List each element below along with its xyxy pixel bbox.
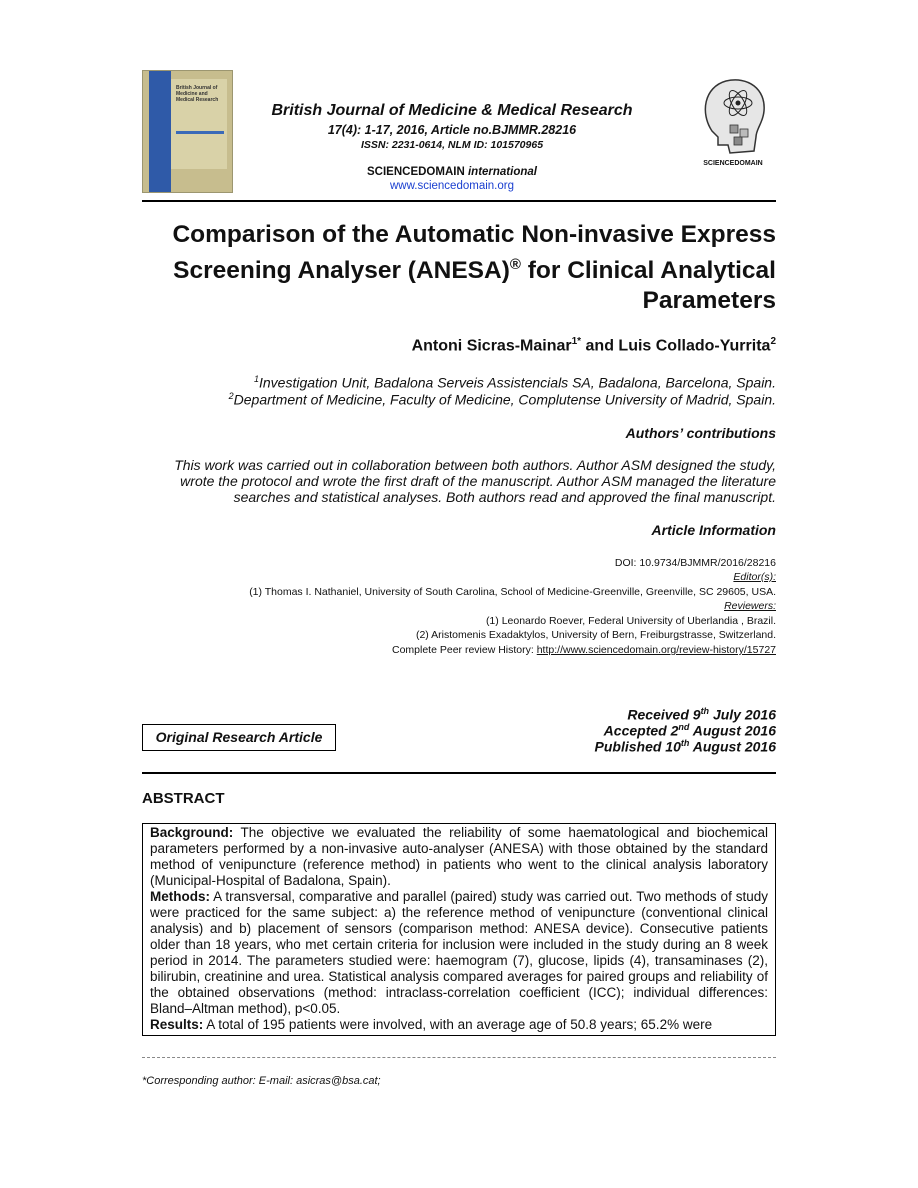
cover-title: British Journal of Medicine and Medical Research (176, 85, 219, 103)
journal-title: British Journal of Medicine & Medical Research (271, 102, 633, 119)
abstract-text: Background: The objective we evaluated the reliability of some haematological and biochemical parameters performed by a non-invasive auto-analyser (ANESA) with those obtained by the standard method of venipuncture (reference method) in patients who went to the clinical analysis laboratory (Municipal-Hospital of Badalona, Spain). Methods: A transversal, comparative and parallel (paired) study was carried out. Two methods of study were practiced for the same subject: a) the reference method of venipuncture (conventional clinical analysis) and b) placement of sensors (comparison method: ANESA device). Consecutive patients older than 18 years, who met certain criteria for inclusion were included in the study during an 8 week period in 2014. The parameters studied were: haemogram (7), glucose, lipids (4), transaminases (2), bilirubin, creatinine and urea. Statistical analysis compared averages for paired groups and reliability of the obtained observations (method: intraclass-correlation coefficient (ICC); individual differences: Bland–Altman method), p<0.05. Results: A total of 195 patients were involved, with an average age of 50.8 years; 65.2% were (150, 825, 768, 1032)
accepted-date: Accepted 2nd August 2016 (603, 722, 776, 739)
results-label: Results: (150, 1017, 204, 1032)
reviewer-2: (2) Aristomenis Exadaktylos, University of Bern, Freiburgstrasse, Switzerland. (415, 629, 776, 641)
header-rule (142, 200, 776, 202)
section-rule (142, 772, 776, 774)
journal-volume: 17(4): 1-17, 2016, Article no.BJMMR.28216 (327, 123, 577, 137)
affiliation-1: $^1$Investigation Unit, Badalona Serveis Assistencials SA, Badalona, Barcelona, Spain. (253, 374, 776, 391)
review-history: Complete Peer review History: http://www.sciencedomain.org/review-history/15727 (392, 644, 776, 656)
reviewer-1: (1) Leonardo Roever, Federal University of Uberlandia , Brazil. (485, 615, 776, 627)
author-list: Antoni Sicras-Mainar$^{1*}$ and Luis Collado-Yurrita$^2$ (411, 336, 776, 355)
editors-label: Editor(s): (733, 571, 776, 583)
affiliation-2: $^2$Department of Medicine, Faculty of Medicine, Complutense University of Madrid, Spain. (228, 391, 776, 408)
received-date: Received 9th July 2016 (627, 706, 776, 723)
contributions-text: This work was carried out in collaboration between both authors. Author ASM designed the study, wrote the protocol and wrote the first draft of the manuscript. Author ASM managed the literature searches and statistical analyses. Both authors read and approved the final manuscript. (174, 457, 776, 505)
corresponding-author-footnote: *Corresponding author: E-mail: asicras@bsa.cat; (142, 1075, 381, 1087)
abstract-heading: ABSTRACT (142, 790, 225, 807)
journal-cover-image (142, 70, 233, 193)
logo-label: SCIENCEDOMAIN (703, 160, 763, 167)
article-info-heading: Article Information (651, 522, 776, 538)
contributions-heading: Authors’ contributions (625, 425, 776, 441)
publisher-url[interactable]: www.sciencedomain.org (389, 180, 514, 192)
article-title: Comparison of the Automatic Non-invasive Express Screening Analyser (ANESA)® for Clinical Analytical Parameters (172, 221, 776, 315)
reviewers-label: Reviewers: (724, 600, 776, 612)
sciencedomain-logo (690, 73, 776, 169)
footnote-separator (142, 1057, 776, 1058)
publisher-name: SCIENCEDOMAIN international (367, 166, 537, 178)
background-label: Background: (150, 825, 234, 840)
journal-issn: ISSN: 2231-0614, NLM ID: 101570965 (360, 139, 544, 151)
article-type-box: Original Research Article (142, 724, 336, 751)
published-date: Published 10th August 2016 (594, 738, 776, 755)
review-history-link[interactable]: http://www.sciencedomain.org/review-history/15727 (536, 644, 776, 656)
editor-1: (1) Thomas I. Nathaniel, University of South Carolina, School of Medicine-Greenville, Greenville, SC 29605, USA. (249, 586, 776, 598)
doi: DOI: 10.9734/BJMMR/2016/28216 (614, 557, 776, 569)
methods-label: Methods: (150, 889, 210, 904)
